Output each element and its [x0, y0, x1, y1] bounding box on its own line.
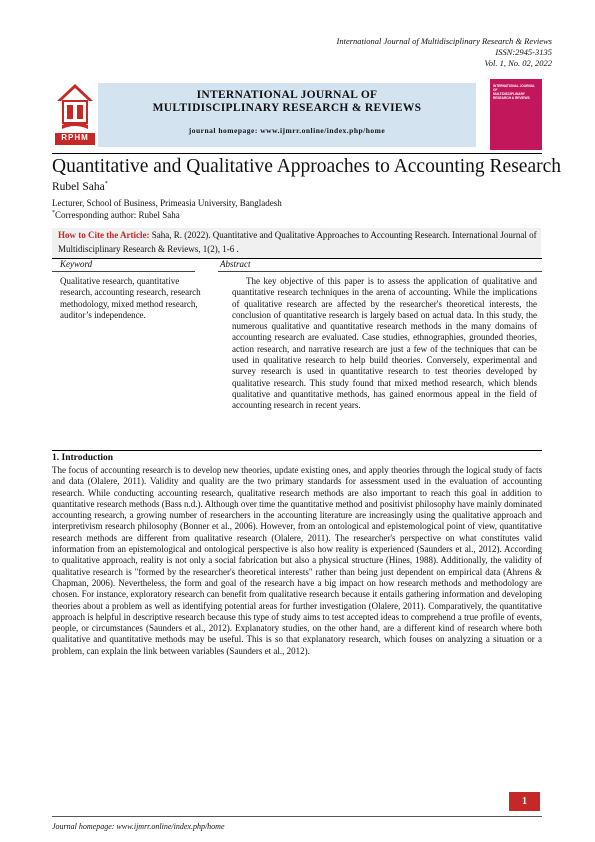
- author-affiliation: Lecturer, School of Business, Primeasia University, Bangladesh: [52, 198, 282, 208]
- page-number: 1: [509, 792, 540, 811]
- table-top-rule: [52, 258, 542, 259]
- corresponding-author: [52, 210, 180, 220]
- abstract-header-rule: [218, 271, 542, 272]
- author-line: [52, 181, 108, 193]
- journal-cover-text: [493, 84, 539, 100]
- journal-name-line2: MULTIDISCIPLINARY RESEARCH & REVIEWS: [152, 102, 422, 114]
- keyword-header: Keyword: [60, 259, 93, 269]
- cover-line1: INTERNATIONAL JOURNAL OF: [493, 84, 535, 92]
- running-header-volume: Vol. 1, No. 02, 2022: [484, 58, 552, 68]
- journal-name-line1: INTERNATIONAL JOURNAL OF: [196, 89, 378, 101]
- journal-homepage[interactable]: journal homepage: www.ijmrr.online/index.php/home: [188, 126, 386, 135]
- corresponding-mark: *: [52, 210, 55, 216]
- author-mark: *: [104, 181, 108, 188]
- table-bottom-rule: [52, 450, 542, 451]
- author-name: Rubel Saha: [52, 181, 105, 193]
- keywords: Qualitative research, quantitative research, accounting research, research methodology, mixed method research, auditor’s independence.: [60, 276, 201, 320]
- citation-label: How to Cite the Article:: [58, 230, 150, 240]
- logo-text: RPHM: [61, 133, 89, 142]
- cover-line2: MULTIDISCIPLINARY: [493, 92, 525, 96]
- abstract-header: Abstract: [220, 259, 251, 269]
- running-header-issn: ISSN:2945-3135: [495, 47, 552, 57]
- abstract-text: The key objective of this paper is to assess the application of qualitative and quantitative research techniques in the arena of accounting. While the implications of qualitative research are affected by the researcher's theoretical interests, the conclusion of quantitative research is largely based on actual data. In this study, the numerous qualitative and quantitative research methods in the many domains of accounting research are evaluated. Case studies, ethnographies, grounded theories, action research, and narrative research are just a few of the techniques that can be used in qualitative research to help build theories. Conversely, experimental and survey research is used in quantitative research to test theories developed by qualitative research. This study found that mixed method research, which blends qualitative and quantitative methods, has gained enormous appeal in the field of accounting research in recent years.: [232, 276, 537, 411]
- keyword-header-rule: [52, 271, 195, 272]
- footer-homepage[interactable]: Journal homepage: www.ijmrr.online/index.php/home: [52, 822, 225, 831]
- article-title: Quantitative and Qualitative Approaches to Accounting Research: [52, 156, 562, 177]
- footer-rule: [52, 816, 542, 817]
- citation-text: Saha, R. (2022). Quantitative and Qualitative Approaches to Accounting Research. International Journal of Multidisciplinary Research & Reviews, 1(2), 1-6 .: [58, 230, 537, 254]
- journal-name: [98, 89, 476, 115]
- corresponding-text: Corresponding author: Rubel Saha: [55, 210, 180, 220]
- title-top-rule: [52, 153, 542, 154]
- citation: [58, 229, 541, 256]
- running-header-journal: International Journal of Multidisciplinary Research & Reviews: [336, 36, 552, 46]
- section-heading: 1. Introduction: [52, 453, 114, 463]
- cover-line3: RESEARCH & REVIEWS: [493, 96, 530, 100]
- section-body: The focus of accounting research is to develop new theories, update existing ones, and apply theories through the logical study of facts and data (Olalere, 2011). Validity and quality are the two primary standards for assessment used in the evaluation of accounting research. While conducting accounting research, qualitative research methods are also important to reach this goal in addition to quantitative research methods (Bass n.d.). Although over time the quantitative method and positivist philosophy have mainly dominated accounting research, a growing number of researchers in the accounting literature are increasingly using the qualitative approach and interpretivism research philosophy (Bonner et al., 2006). However, from an ontological and epistemological point of view, quantitative research methods are different from qualitative research (Olalere, 2011). The researcher's perspective on what constitutes valid information from an epistemological and ontological perspective is also how reality is experienced (Saunders et al., 2012). According to qualitative approach, reality is not only a social fabrication but also a physical structure (Hines, 1988). Additionally, the validity of qualitative research is "formed by the researcher's theoretical interests" rather than being just dependent on empirical data (Ahrens & Chapman, 2006). Nevertheless, the form and goal of the research have a big impact on how research methods and methodology are chosen. For instance, exploratory research can benefit from qualitative research because it entails gathering information and developing theories about a problem as well as identifying potential areas for further investigation (Olalere, 2011). Comparatively, the quantitative approach is helpful in descriptive research because this type of study aims to test accepted ideas to comprehend a true profile of events, people, or circumstances (Saunders et al., 2012). Explanatory studies, on the other hand, are a different kind of research where both qualitative and quantitative methods may be useful. This is so that explanatory research, which fouses on analyzing a situation or a problem, can explain the link between variables (Saunders et al., 2012).: [52, 465, 542, 656]
